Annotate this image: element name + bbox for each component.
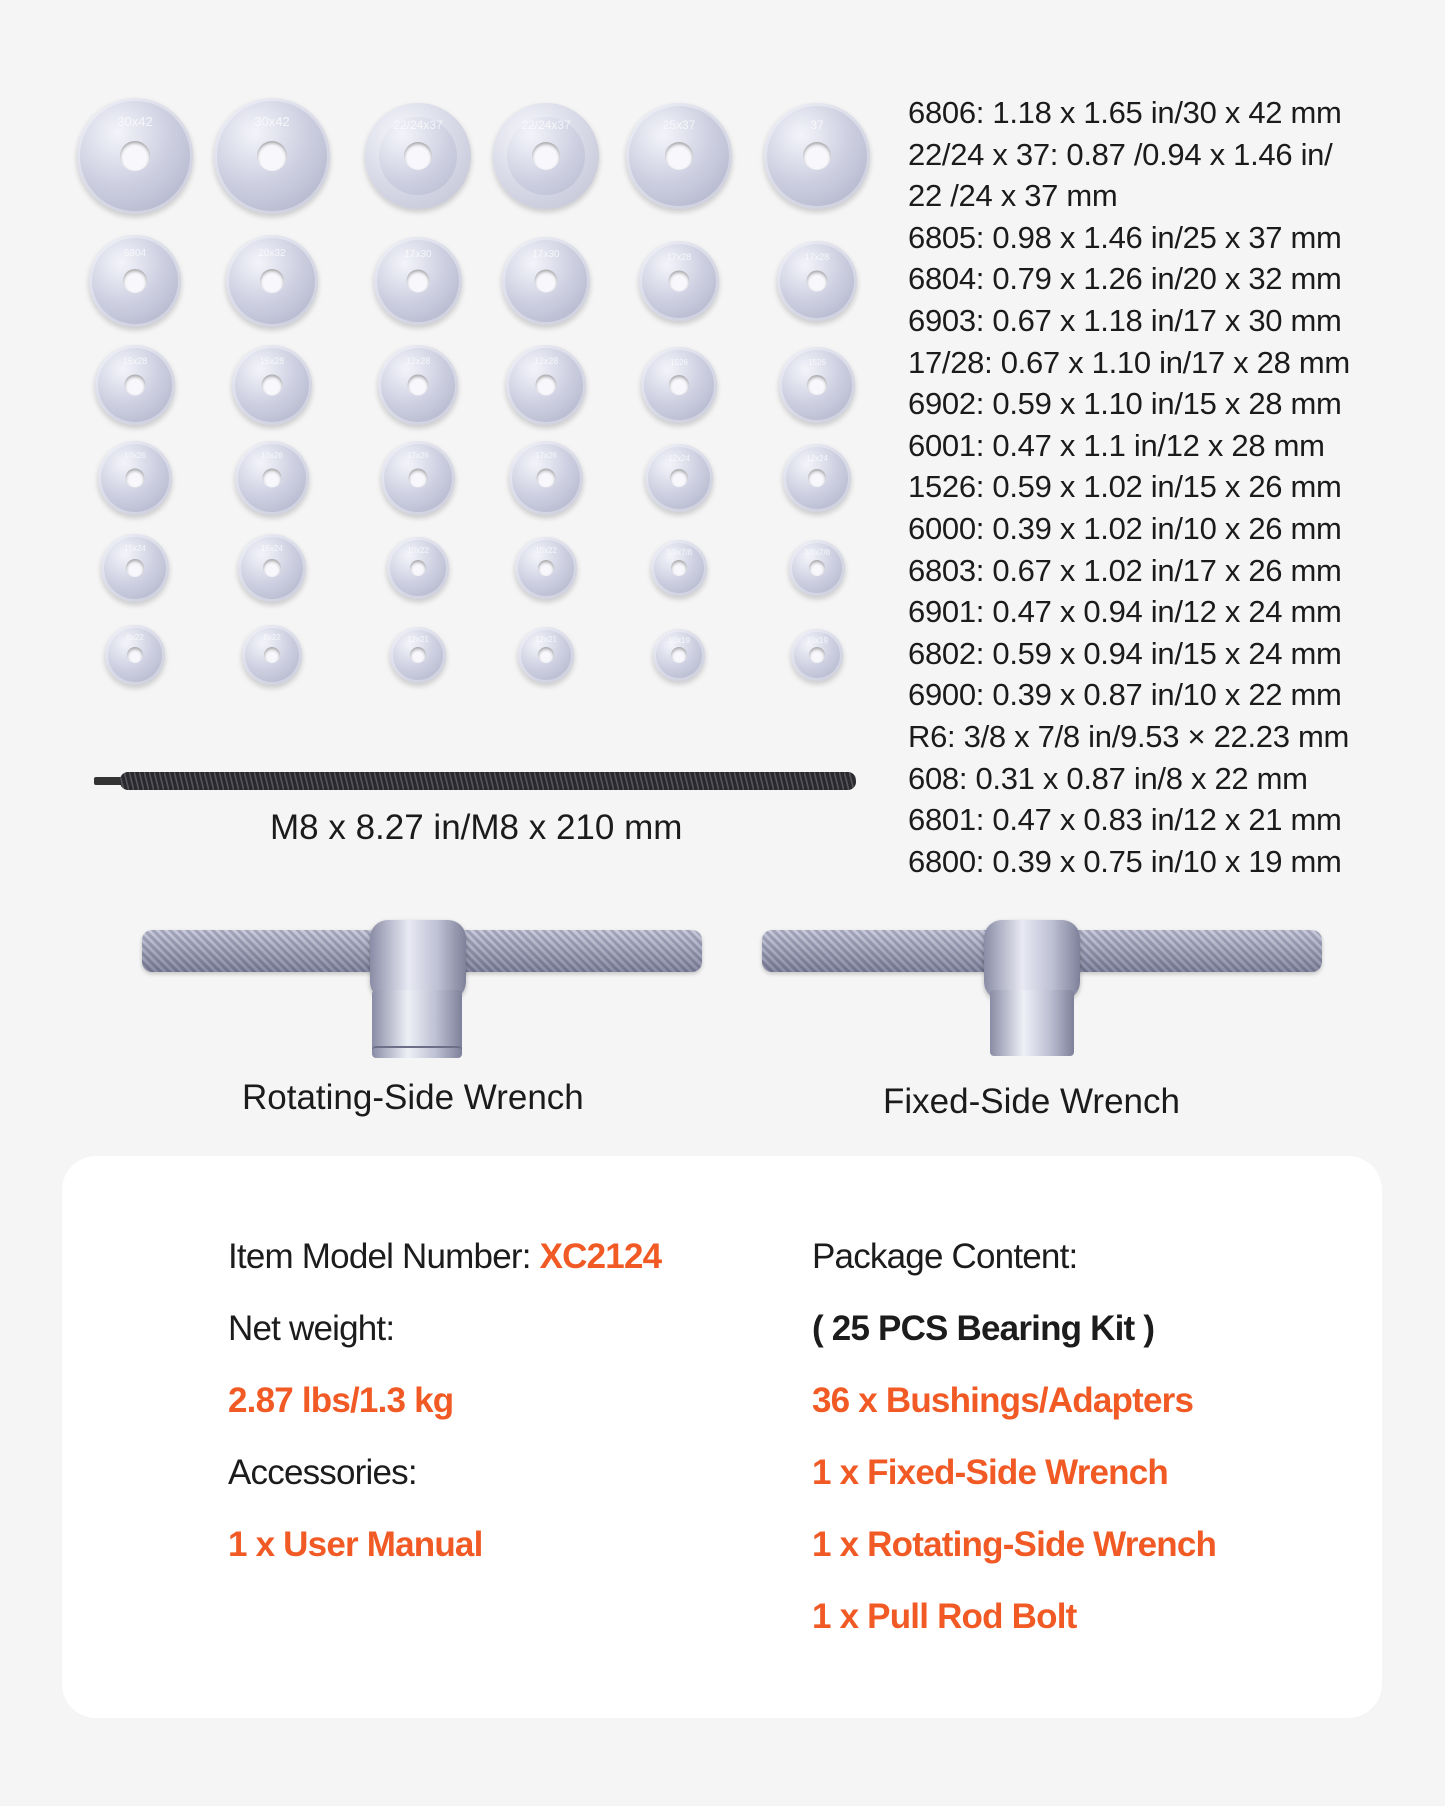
bushing-adapter <box>95 345 175 425</box>
bushing-hole <box>538 560 554 576</box>
bushing-hole <box>410 560 426 576</box>
size-line: 6800: 0.39 x 0.75 in/10 x 19 mm <box>908 843 1342 879</box>
package-item: 1 x Pull Rod Bolt <box>812 1597 1077 1636</box>
size-line: 6804: 0.79 x 1.26 in/20 x 32 mm <box>908 261 1342 297</box>
bushing-adapter <box>502 237 590 325</box>
package-kit-label: ( 25 PCS Bearing Kit ) <box>812 1309 1155 1348</box>
bushing-adapter <box>390 627 446 683</box>
bushing-adapter <box>374 237 462 325</box>
bushing-hole <box>126 469 145 488</box>
bushing-adapter <box>791 629 843 681</box>
bushing-adapter <box>779 347 855 423</box>
bearing-size-list <box>908 92 1428 882</box>
size-line: 6900: 0.39 x 0.87 in/10 x 22 mm <box>908 677 1342 713</box>
bushing-size-mark: 17x30 <box>404 249 432 260</box>
bushing-adapter <box>641 347 717 423</box>
model-number-row <box>228 1237 661 1277</box>
bushing-size-mark: 10x19 <box>668 636 690 645</box>
fixed-wrench-label: Fixed-Side Wrench <box>883 1082 1180 1121</box>
bushing-adapter <box>518 627 574 683</box>
bushing-size-mark: 37 <box>810 118 824 132</box>
size-line: 22 /24 x 37 mm <box>908 178 1118 214</box>
bushing-adapter <box>493 103 599 209</box>
bushing-adapter <box>387 537 449 599</box>
bushing-size-mark: 10x26 <box>261 451 283 460</box>
package-item: 1 x Fixed-Side Wrench <box>812 1453 1168 1492</box>
wrench-hub <box>984 920 1080 1000</box>
bushing-size-mark: 10x22 <box>407 546 429 555</box>
model-number-value: XC2124 <box>539 1237 662 1276</box>
bushing-hole <box>263 559 281 577</box>
bushing-adapter <box>777 241 857 321</box>
bushing-adapter <box>77 98 193 214</box>
package-content-label: Package Content: <box>812 1237 1078 1276</box>
bushing-hole <box>125 375 146 396</box>
package-item: 1 x Rotating-Side Wrench <box>812 1525 1217 1564</box>
bushing-hole <box>671 647 687 663</box>
bushing-hole <box>808 469 826 487</box>
net-weight-label: Net weight: <box>228 1309 395 1348</box>
model-number-label: Item Model Number: <box>228 1237 531 1276</box>
bushing-adapter <box>645 444 713 512</box>
pull-rod-label: M8 x 8.27 in/M8 x 210 mm <box>270 808 683 847</box>
bushing-hole <box>670 469 688 487</box>
bushing-size-mark: 1526 <box>670 358 688 367</box>
bushing-size-mark: 22/24x37 <box>521 118 571 132</box>
bushing-hole <box>120 141 150 171</box>
bushing-size-mark: 15x24 <box>124 544 146 553</box>
bushing-adapter <box>235 441 309 515</box>
bushing-hole <box>404 142 432 170</box>
bushing-size-mark: 8x22 <box>126 633 144 642</box>
size-line: 22/24 x 37: 0.87 /0.94 x 1.46 in/ <box>908 136 1333 172</box>
bushing-adapter <box>783 444 851 512</box>
bushing-hole <box>408 375 429 396</box>
bushing-adapter <box>214 98 330 214</box>
bushing-size-mark: 15x24 <box>261 544 283 553</box>
bushing-size-mark: 15x28 <box>259 356 285 366</box>
bushing-size-mark: 12x24 <box>668 454 690 463</box>
bushing-hole <box>536 375 557 396</box>
bushing-hole <box>538 647 554 663</box>
bushing-adapter <box>89 235 181 327</box>
size-line: 6903: 0.67 x 1.18 in/17 x 30 mm <box>908 302 1342 338</box>
bushing-adapter <box>365 103 471 209</box>
wrench-post <box>990 990 1074 1056</box>
bushing-adapter <box>509 441 583 515</box>
size-line: 6802: 0.59 x 0.94 in/15 x 24 mm <box>908 635 1342 671</box>
bushing-adapter <box>381 441 455 515</box>
bushing-size-mark: 3/8x7/8 <box>803 548 831 557</box>
bushing-hole <box>409 469 428 488</box>
size-line: 6902: 0.59 x 1.10 in/15 x 28 mm <box>908 386 1342 422</box>
bushing-size-mark: 6804 <box>123 248 147 259</box>
size-line: 6901: 0.47 x 0.94 in/12 x 24 mm <box>908 594 1342 630</box>
bushing-adapter <box>101 534 169 602</box>
bushing-size-mark: 17x28 <box>804 252 830 262</box>
accessories-label: Accessories: <box>228 1453 417 1492</box>
bushing-hole <box>260 269 284 293</box>
size-line: 17/28: 0.67 x 1.10 in/17 x 28 mm <box>908 344 1350 380</box>
bushing-hole <box>803 142 831 170</box>
bushing-size-mark: 10x22 <box>535 546 557 555</box>
bushing-size-mark: 25x37 <box>662 118 696 132</box>
bushing-hole <box>126 559 144 577</box>
bushing-adapter <box>626 103 732 209</box>
bushing-hole <box>809 560 825 576</box>
bushing-adapter <box>764 103 870 209</box>
bushing-size-mark: 1526 <box>808 358 826 367</box>
bushing-adapter <box>105 625 165 685</box>
rotating-wrench-label: Rotating-Side Wrench <box>242 1078 584 1117</box>
bushing-hole <box>264 647 280 663</box>
bushing-size-mark: 17x28 <box>666 252 692 262</box>
size-line: 6001: 0.47 x 1.1 in/12 x 28 mm <box>908 427 1325 463</box>
size-line: R6: 3/8 x 7/8 in/9.53 × 22.23 mm <box>908 718 1350 754</box>
size-line: 6801: 0.47 x 0.83 in/12 x 21 mm <box>908 802 1342 838</box>
bushing-adapter <box>98 441 172 515</box>
bushing-adapter <box>226 235 318 327</box>
wrench-hub <box>370 920 466 1000</box>
rotating-side-wrench-image <box>142 900 702 1080</box>
bushing-adapter <box>232 345 312 425</box>
bushing-hole <box>410 647 426 663</box>
size-line: 6803: 0.67 x 1.02 in/17 x 26 mm <box>908 552 1342 588</box>
size-line: 608: 0.31 x 0.87 in/8 x 22 mm <box>908 760 1308 796</box>
bushing-adapter <box>639 241 719 321</box>
bushing-size-mark: 12x28 <box>405 356 431 366</box>
size-line: 6000: 0.39 x 1.02 in/10 x 26 mm <box>908 510 1342 546</box>
bushing-hole <box>807 375 827 395</box>
bushing-hole <box>807 271 828 292</box>
size-line: 6805: 0.98 x 1.46 in/25 x 37 mm <box>908 219 1342 255</box>
fixed-side-wrench-image <box>762 900 1322 1080</box>
bushing-hole <box>809 647 825 663</box>
size-line: 6806: 1.18 x 1.65 in/30 x 42 mm <box>908 95 1342 130</box>
bushing-hole <box>665 142 693 170</box>
bushing-hole <box>127 647 143 663</box>
bushing-size-mark: 15x28 <box>122 356 148 366</box>
bushing-size-mark: 3/8x7/8 <box>665 548 693 557</box>
bushing-hole <box>535 270 558 293</box>
bushing-hole <box>263 469 282 488</box>
bushing-hole <box>669 271 690 292</box>
bushing-size-mark: 12x21 <box>407 635 429 644</box>
bushing-size-mark: 17x30 <box>532 249 560 260</box>
bushing-hole <box>407 270 430 293</box>
bushing-adapter <box>515 537 577 599</box>
bushing-adapter <box>242 625 302 685</box>
bushing-adapter <box>653 629 705 681</box>
bushing-hole <box>257 141 287 171</box>
pull-rod-image <box>94 771 856 791</box>
wrench-post-ring <box>372 1046 462 1058</box>
size-line: 1526: 0.59 x 1.02 in/15 x 26 mm <box>908 469 1342 505</box>
bushing-hole <box>669 375 689 395</box>
bushing-size-mark: 10x26 <box>124 451 146 460</box>
net-weight-value: 2.87 lbs/1.3 kg <box>228 1381 454 1420</box>
bushing-hole <box>262 375 283 396</box>
bushing-adapter <box>651 540 707 596</box>
bushing-size-mark: 12x28 <box>533 356 559 366</box>
bushing-grid <box>0 0 880 760</box>
bushing-adapter <box>506 345 586 425</box>
accessories-value: 1 x User Manual <box>228 1525 483 1564</box>
bushing-size-mark: 17x26 <box>535 451 557 460</box>
bushing-adapter <box>789 540 845 596</box>
bushing-size-mark: 20x32 <box>258 248 286 259</box>
bushing-size-mark: 22/24x37 <box>393 118 443 132</box>
bushing-size-mark: 10x19 <box>806 636 828 645</box>
bushing-adapter <box>378 345 458 425</box>
bushing-hole <box>537 469 556 488</box>
bushing-size-mark: 12x21 <box>535 635 557 644</box>
bushing-hole <box>671 560 687 576</box>
bushing-size-mark: 12x24 <box>806 454 828 463</box>
bushing-size-mark: 30x42 <box>254 114 290 129</box>
bushing-hole <box>123 269 147 293</box>
bushing-adapter <box>238 534 306 602</box>
bushing-hole <box>532 142 560 170</box>
bushing-size-mark: 8x22 <box>263 633 281 642</box>
bushing-size-mark: 30x42 <box>117 114 153 129</box>
bushing-size-mark: 17x26 <box>407 451 429 460</box>
package-item: 36 x Bushings/Adapters <box>812 1381 1194 1420</box>
